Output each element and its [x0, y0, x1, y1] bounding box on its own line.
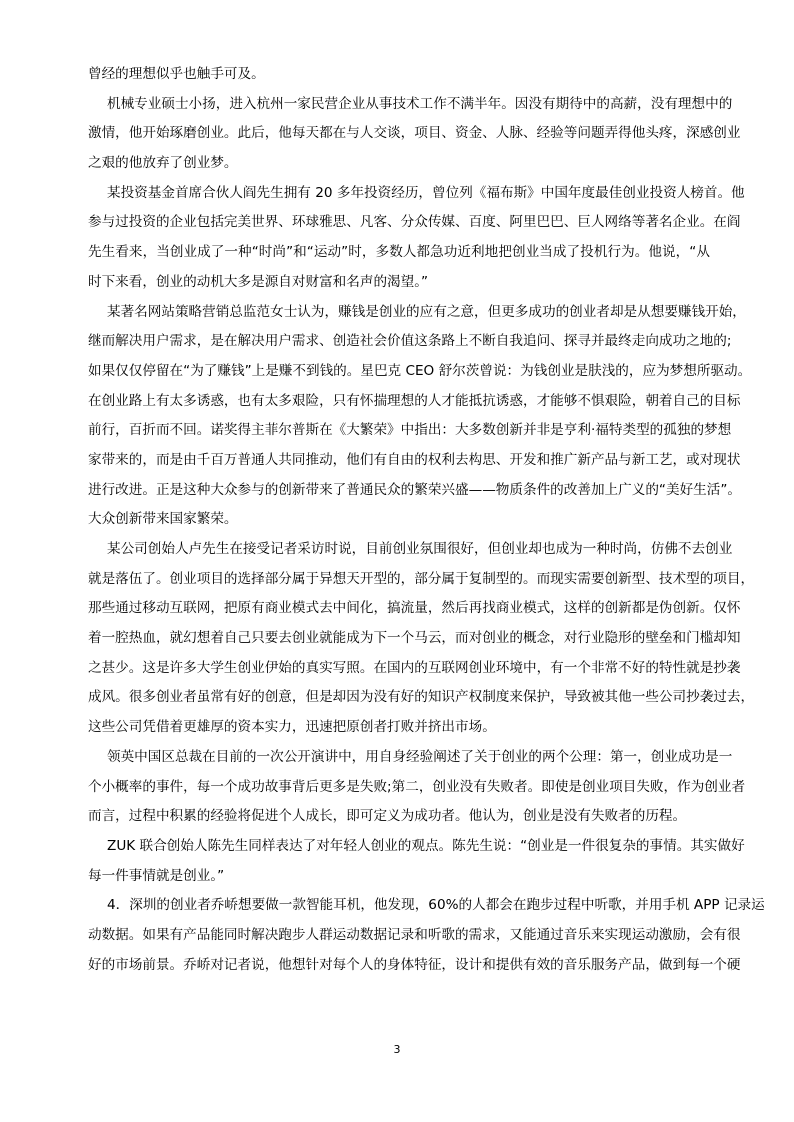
text-line: 这些公司凭借着更雄厚的资本实力，迅速把原创者打败并挤出市场。	[88, 719, 496, 736]
text-line: 4．深圳的创业者乔峤想要做一款智能耳机，他发现，60%的人都会在跑步过程中听歌，并用手机 APP 记录运	[107, 897, 765, 914]
text-line: 进行改进。正是这种大众参与的创新带来了普通民众的繁荣兴盛——物质条件的改善加上广义的“美好生活”。	[88, 481, 741, 498]
text-line: 成风。很多创业者虽常有好的创意，但是却因为没有好的知识产权制度来保护，导致被其他一些公司抄袭过去，	[88, 689, 755, 706]
text-line: 某公司创始人卢先生在接受记者采访时说，目前创业氛围很好，但创业却也成为一种时尚，仿佛不去创业	[107, 541, 733, 557]
text-line: 个小概率的事件，每一个成功故事背后更多是失败;第二，创业没有失败者。即使是创业项目失败，作为创业者	[88, 778, 746, 795]
paragraph	[88, 60, 710, 90]
text-line: ZUK 联合创始人陈先生同样表达了对年轻人创业的观点。陈先生说：“创业是一件很复杂的事情。其实做好	[107, 837, 745, 854]
text-line: 而言，过程中积累的经验将促进个人成长，即可定义为成功者。他认为，创业是没有失败者的历程。	[88, 808, 687, 825]
text-line: 那些通过移动互联网，把原有商业模式去中间化，搞流量，然后再找商业模式，这样的创新都是伪创新。仅怀	[88, 600, 741, 617]
text-line: 大众创新带来国家繁荣。	[88, 511, 238, 528]
text-line: 继而解决用户需求，是在解决用户需求、创造社会价值这条路上不断自我追问、探寻并最终走向成功之地的;	[88, 333, 732, 350]
text-line: 某著名网站策略营销总监范女士认为，赚钱是创业的应有之意，但更多成功的创业者却是从想要赚钱开始，	[107, 303, 746, 320]
text-line: 好的市场前景。乔峤对记者说，他想针对每个人的身体特征，设计和提供有效的音乐服务产品，做到每一个硬	[88, 956, 741, 973]
text-line: 在创业路上有太多诱惑，也有太多艰险，只有怀揣理想的人才能抵抗诱惑，才能够不惧艰险，朝着自己的目标	[88, 392, 741, 409]
paragraph	[88, 891, 765, 980]
text-line: 如果仅仅停留在“为了赚钱”上是赚不到钱的。星巴克 CEO 舒尔茨曾说：为钱创业是肤浅的，应为梦想所驱动。	[88, 362, 752, 379]
text-line: 时下来看，创业的动机大多是源自对财富和名声的渴望。”	[88, 273, 429, 290]
text-line: 激情，他开始琢磨创业。此后，他每天都在与人交谈，项目、资金、人脉、经验等问题弄得他头疼，深感创业	[88, 125, 741, 142]
text-line: 之甚少。这是许多大学生创业伊始的真实写照。在国内的互联网创业环境中，有一个非常不好的特性就是抄袭	[88, 659, 741, 676]
text-line: 每一件事情就是创业。”	[88, 867, 225, 884]
text-line: 机械专业硕士小扬，进入杭州一家民营企业从事技术工作不满半年。因没有期待中的高薪，没有理想中的	[107, 95, 733, 112]
text-line: 前行，百折而不回。诺奖得主菲尔普斯在《大繁荣》中指出：大多数创新并非是亨利·福特类型的孤独的梦想	[88, 422, 732, 439]
text-line: 动数据。如果有产品能同时解决跑步人群运动数据记录和听歌的需求，又能通过音乐来实现运动激励，会有很	[88, 926, 741, 943]
text-line: 家带来的，而是由千百万普通人共同推动，他们有自由的权利去构思、开发和推广新产品与新工艺，或对现状	[88, 451, 741, 468]
paragraph	[88, 535, 755, 743]
text-line: 参与过投资的企业包括完美世界、环球雅思、凡客、分众传媒、百度、阿里巴巴、巨人网络等著名企业。在阎	[88, 214, 741, 231]
text-line: 着一腔热血，就幻想着自己只要去创业就能成为下一个马云，而对创业的概念，对行业隐形的壁垒和门槛却知	[88, 630, 741, 647]
paragraph	[88, 743, 746, 832]
text-line: 曾经的理想似乎也触手可及。	[88, 66, 265, 82]
text-line: 之艰的他放弃了创业梦。	[88, 155, 238, 172]
paragraph	[88, 90, 741, 179]
document-body	[88, 60, 765, 980]
text-line: 领英中国区总裁在目前的一次公开演讲中，用自身经验阐述了关于创业的两个公理：第一，创业成功是一	[107, 748, 733, 765]
text-line: 先生看来，当创业成了一种“时尚”和“运动”时，多数人都急功近利地把创业当成了投机行为。他说，“从	[88, 244, 710, 261]
page-number: 3	[393, 1043, 401, 1056]
paragraph	[88, 832, 745, 891]
paragraph	[88, 298, 752, 536]
text-line: 某投资基金首席合伙人阎先生拥有 20 多年投资经历，曾位列《福布斯》中国年度最佳创业投资人榜首。他	[107, 184, 745, 201]
paragraph	[88, 179, 745, 298]
text-line: 就是落伍了。创业项目的选择部分属于异想天开型的，部分属于复制型的。而现实需要创新型、技术型的项目，	[88, 570, 755, 587]
